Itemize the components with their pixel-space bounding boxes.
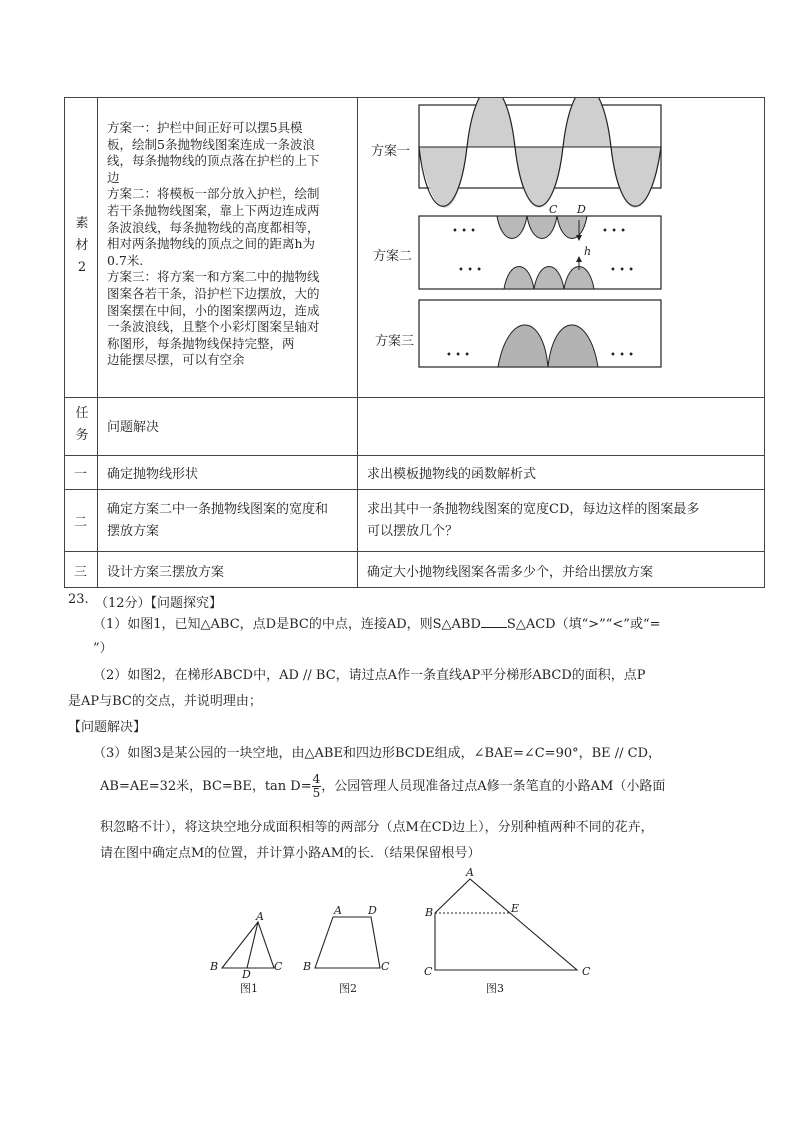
- scheme1-line: 板，绘制5条抛物线图案连成一条波浪: [107, 136, 315, 152]
- part3-line3: 积忽略不计），将这块空地分成面积相等的两部分（点M在CD边上），分别种植两种不同的花卉，: [100, 820, 654, 835]
- part1: （1）如图1，已知△ABC，点D是BC的中点，连接AD，则S△ABD S△ACD（填“>”“<”或“=: [93, 617, 661, 632]
- fig1-point-c: C: [274, 960, 283, 973]
- task-label: 任 务: [75, 406, 89, 443]
- fig2-point-c: C: [381, 960, 390, 973]
- scheme-figures: [358, 98, 764, 397]
- scheme2-line: 方案二：将模板一部分放入护栏，绘制: [107, 186, 320, 202]
- question-header: （12分）【问题探究】: [95, 596, 223, 611]
- dots: • • •: [446, 350, 471, 361]
- material-label: 素 材 2: [75, 216, 89, 275]
- scheme1-line: 边: [107, 169, 120, 185]
- material-text: [107, 120, 352, 369]
- fig3-point-a: A: [466, 866, 474, 879]
- scheme2-top-parabolas: [497, 216, 587, 239]
- fig2-point-a: A: [334, 904, 342, 917]
- scheme3-label: 方案三: [375, 334, 415, 349]
- dots: • • •: [610, 350, 635, 361]
- fig2-caption: 图2: [339, 982, 357, 995]
- fig3-point-b: B: [425, 906, 434, 919]
- question-number: 23.: [68, 592, 89, 607]
- fig3-caption: 图3: [486, 982, 504, 995]
- row1-left: 确定抛物线形状: [107, 467, 199, 482]
- row3-left: 设计方案三摆放方案: [107, 565, 225, 580]
- part3: （3）如图3是某公园的一块空地，由△ABE和四边形BCDE组成，∠BAE=∠C=90°，BE // CD，: [93, 746, 662, 761]
- scheme3-line: 边能摆尽摆，可以有空余: [107, 352, 245, 368]
- scheme1-line: 方案一：护栏中间正好可以摆5具模: [107, 120, 303, 135]
- fig1-caption: 图1: [240, 982, 258, 995]
- fig1-point-a: A: [256, 910, 264, 923]
- scheme1-label: 方案一: [371, 144, 411, 159]
- fig3-point-e: E: [511, 902, 520, 915]
- scheme2-label: 方案二: [373, 249, 413, 264]
- scheme3-line: 一条波浪线，且整个小彩灯图案呈轴对: [107, 319, 320, 335]
- row2-number: 二: [74, 515, 88, 530]
- row2-left: 确定方案二中一条抛物线图案的宽度和 摆放方案: [107, 502, 329, 539]
- scheme3-line: 方案三：将方案一和方案二中的抛物线: [107, 269, 320, 285]
- task-content: 问题解决: [107, 420, 160, 435]
- dots: • • •: [452, 226, 477, 237]
- scheme2-line: 相对两条抛物线的顶点之间的距离h为: [107, 236, 316, 252]
- row2-right: 求出其中一条抛物线图案的宽度CD，每边这样的图案最多 可以摆放几个？: [367, 502, 700, 539]
- height-h-label: h: [584, 245, 592, 258]
- point-c-label: C: [549, 203, 558, 216]
- section-heading: 【问题解决】: [68, 720, 147, 735]
- tan-fraction: $\frac{4}{5}$: [312, 772, 321, 800]
- fig1-point-d: D: [242, 968, 251, 981]
- row3-number: 三: [74, 565, 88, 580]
- figure-2: [315, 917, 380, 968]
- scheme3-line: 图案各若干条，沿护栏下边摆放，大的: [107, 285, 320, 301]
- scheme3-parabolas: [498, 325, 598, 367]
- geometry-figures: [0, 860, 800, 1000]
- fig3-point-c2: C: [582, 965, 591, 978]
- scheme2-line: 若干条抛物线图案，靠上下两边连成两: [107, 202, 320, 218]
- part3-line2: AB=AE=32米，BC=BE，tan D= $\frac{4}{5}$ ，公园管理人员现准备过点A修一条笔直的小路AM（小路面: [100, 772, 666, 800]
- dots: • • •: [602, 226, 627, 237]
- part1-end: ”）: [93, 641, 113, 656]
- figure-3: [435, 879, 577, 970]
- figure-1: [222, 922, 274, 968]
- row1-right: 求出模板抛物线的函数解析式: [367, 467, 537, 482]
- fig2-point-b: B: [303, 960, 312, 973]
- scheme2-bottom-parabolas: [504, 267, 594, 290]
- answer-blank[interactable]: [481, 615, 507, 628]
- scheme1-line: 线，每条抛物线的顶点落在护栏的上下: [107, 153, 320, 169]
- scheme2-line: 0.7米.: [107, 252, 144, 268]
- dots: • • •: [610, 265, 635, 276]
- point-d-label: D: [577, 203, 586, 216]
- dots: • • •: [458, 265, 483, 276]
- scheme2-line: 条波浪线，每条抛物线的高度都相等，: [107, 219, 320, 235]
- fig1-point-b: B: [210, 960, 219, 973]
- scheme3-line: 称图形，每条抛物线保持完整，两: [107, 335, 295, 351]
- row1-number: 一: [74, 467, 88, 482]
- part2-cont: 是AP与BC的交点，并说明理由；: [68, 694, 262, 709]
- scheme1-wave-fill: [419, 98, 661, 208]
- part3-line4: 请在图中确定点M的位置，并计算小路AM的长．（结果保留根号）: [100, 846, 481, 861]
- row3-right: 确定大小抛物线图案各需多少个，并给出摆放方案: [367, 565, 654, 580]
- fig3-point-c: C: [424, 965, 433, 978]
- scheme3-line: 图案摆在中间，小的图案摆两边，连成: [107, 302, 320, 318]
- part2: （2）如图2，在梯形ABCD中，AD // BC，请过点A作一条直线AP平分梯形ABCD的面积，点P: [93, 668, 646, 683]
- fig2-point-d: D: [368, 904, 377, 917]
